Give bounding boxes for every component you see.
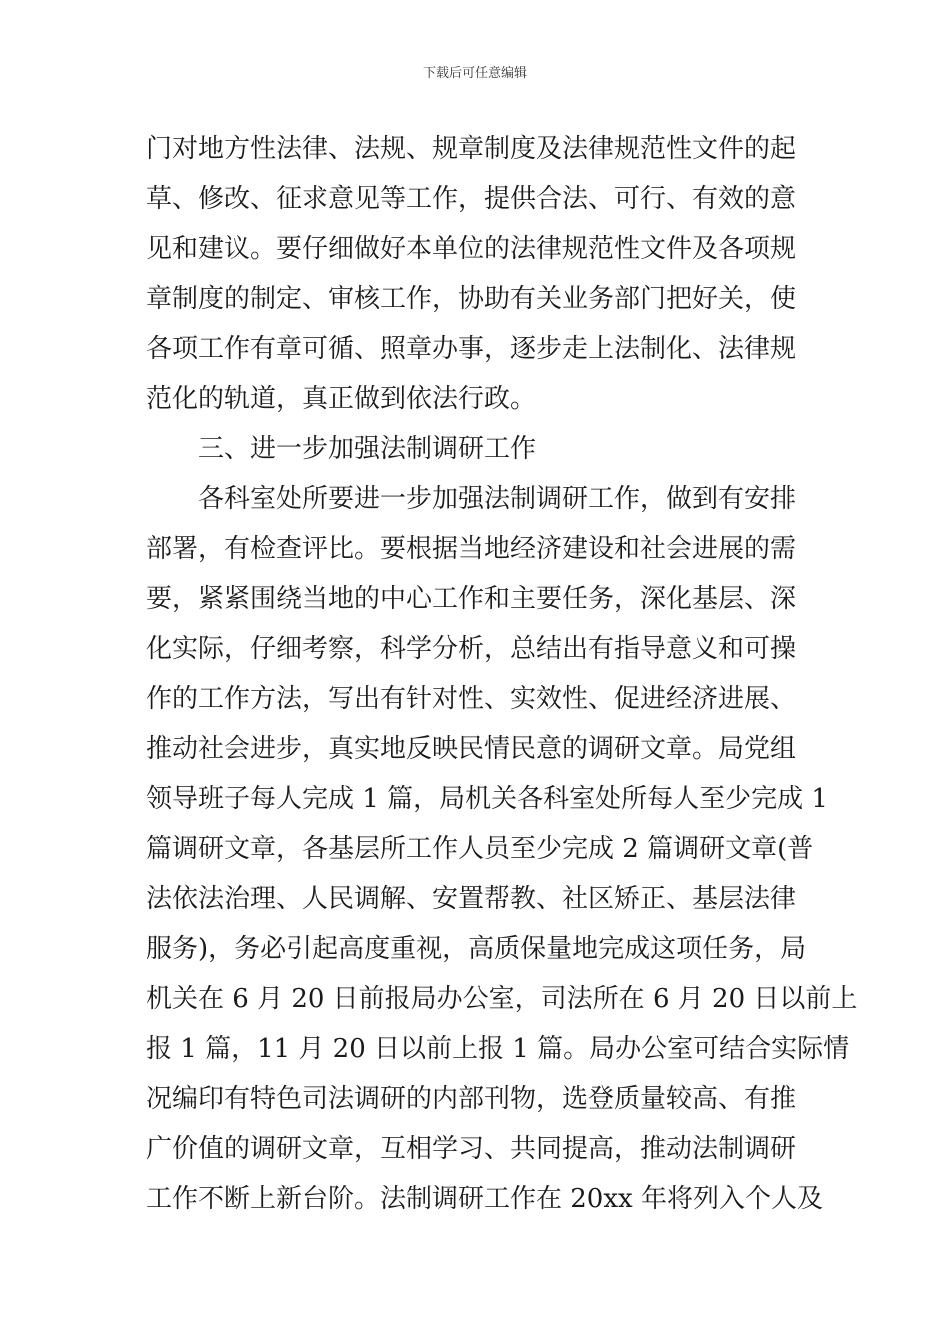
text-line: 服务)，务必引起高度重视，高质保量地完成这项任务，局 (146, 934, 807, 964)
text-line: 范化的轨道，真正做到依法行政。 (146, 384, 537, 414)
text-line: 篇调研文章，各基层所工作人员至少完成 2 篇调研文章(普 (146, 834, 814, 864)
text-line: 推动社会进步，真实地反映民情民意的调研文章。局党组 (146, 734, 797, 764)
text-line: 门对地方性法律、法规、规章制度及法律规范性文件的起 (146, 134, 797, 164)
text-line: 领导班子每人完成 1 篇，局机关各科室处所每人至少完成 1 (146, 784, 828, 814)
text-line: 机关在 6 月 20 日前报局办公室，司法所在 6 月 20 日以前上 (146, 984, 858, 1014)
text-line: 部署，有检查评比。要根据当地经济建设和社会进展的需 (146, 534, 797, 564)
page-header: 下载后可任意编辑 (422, 66, 527, 81)
text-line: 要，紧紧围绕当地的中心工作和主要任务，深化基层、深 (146, 584, 797, 614)
text-line: 各项工作有章可循、照章办事，逐步走上法制化、法律规 (146, 334, 797, 364)
text-line: 况编印有特色司法调研的内部刊物，选登质量较高、有推 (146, 1084, 797, 1114)
text-line: 作的工作方法，写出有针对性、实效性、促进经济进展、 (146, 684, 797, 714)
text-line: 工作不断上新台阶。法制调研工作在 20xx 年将列入个人及 (146, 1184, 823, 1214)
text-line: 各科室处所要进一步加强法制调研工作，做到有安排 (198, 484, 797, 514)
text-line: 报 1 篇，11 月 20 日以前上报 1 篇。局办公室可结合实际情 (146, 1034, 850, 1064)
text-line: 广价值的调研文章，互相学习、共同提高，推动法制调研 (146, 1134, 797, 1164)
section-heading: 三、进一步加强法制调研工作 (198, 434, 537, 464)
text-line: 法依法治理、人民调解、安置帮教、社区矫正、基层法律 (146, 884, 797, 914)
text-line: 化实际，仔细考察，科学分析，总结出有指导意义和可操 (146, 634, 797, 664)
document-body (146, 124, 858, 1224)
text-line: 见和建议。要仔细做好本单位的法律规范性文件及各项规 (146, 234, 797, 264)
text-line: 章制度的制定、审核工作，协助有关业务部门把好关，使 (146, 284, 797, 314)
text-line: 草、修改、征求意见等工作，提供合法、可行、有效的意 (146, 184, 797, 214)
